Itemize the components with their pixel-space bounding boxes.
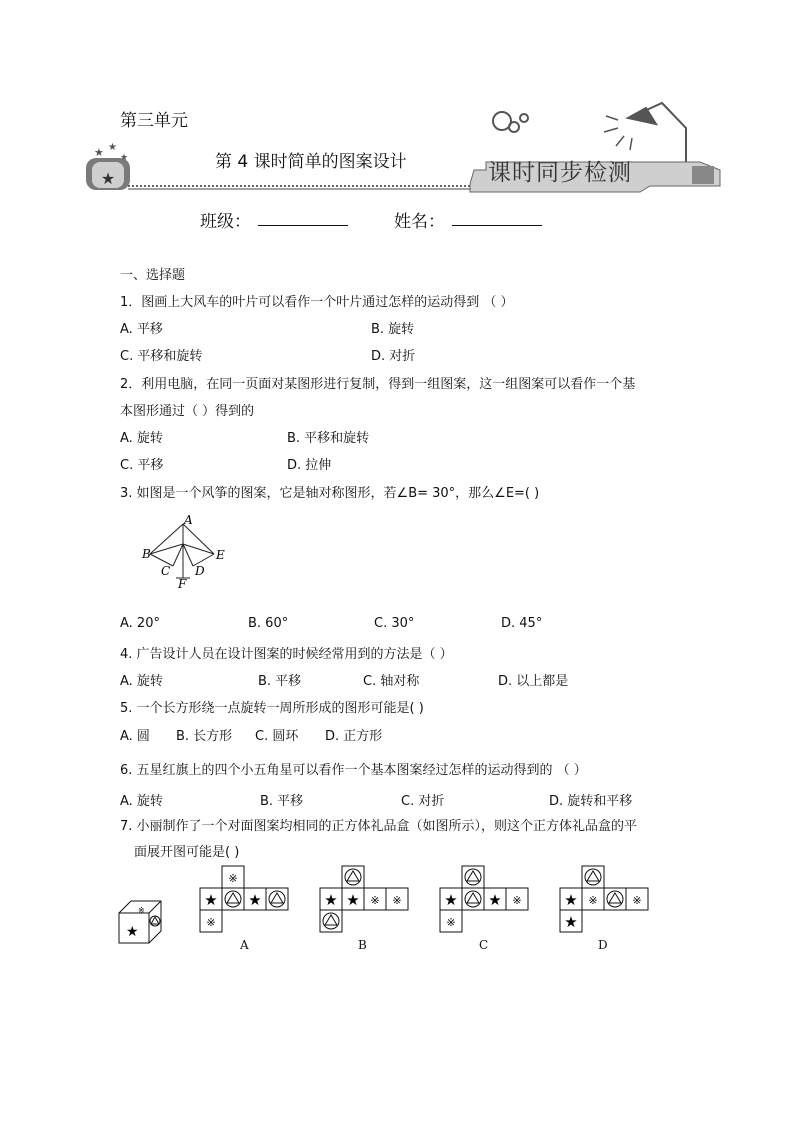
net-option-c[interactable] [438,864,548,934]
q3-option-c[interactable]: C. 30° [374,616,415,631]
net-d-star-2: ★ [564,913,578,931]
q1-option-b[interactable]: B. 旋转 [371,322,415,337]
q1-option-a[interactable]: A. 平移 [120,322,163,337]
q3-option-a[interactable]: A. 20° [120,616,160,631]
star-emblem-icon [86,142,130,190]
q3-option-b[interactable]: B. 60° [248,616,289,631]
triangle-circle-icon [345,869,361,885]
svg-text:★: ★ [108,142,117,153]
q5-option-a[interactable]: A. 圆 [120,729,150,744]
net-option-b[interactable] [318,864,428,934]
q1-stem: 1．图画上大风车的叶片可以看作一个叶片通过怎样的运动得到 （ ） [120,295,514,310]
q4-option-a[interactable]: A. 旋转 [120,674,163,689]
triangle-circle-icon [465,891,481,907]
triangle-circle-icon [225,891,241,907]
name-field[interactable] [452,224,542,226]
q2-option-a[interactable]: A. 旋转 [120,431,163,446]
net-a-star-2: ★ [248,891,262,909]
kite-figure [138,514,248,594]
net-option-a[interactable] [198,864,308,934]
q6-option-c[interactable]: C. 对折 [401,794,445,809]
unit-title: 第三单元 [120,111,188,131]
kite-label-e: E [216,548,225,562]
svg-text:★: ★ [100,169,116,188]
net-label-a: A [240,938,249,952]
q4-option-d[interactable]: D. 以上都是 [498,674,569,689]
kite-label-d: D [195,564,205,578]
triangle-circle-icon [607,891,623,907]
kite-label-a: A [184,513,193,527]
q4-option-c[interactable]: C. 轴对称 [363,674,420,689]
net-c-star-2: ★ [488,891,502,909]
triangle-circle-icon [585,869,601,885]
q4-option-b[interactable]: B. 平移 [258,674,302,689]
net-label-b: B [358,938,367,952]
q2-stem-line2: 本图形通过（ ）得到的 [120,404,255,419]
svg-text:★: ★ [94,146,104,159]
gift-cube-figure [118,900,168,950]
triangle-circle-icon [269,891,285,907]
lesson-title: 第 4 课时简单的图案设计 [215,152,407,172]
net-d-star-1: ★ [564,891,578,909]
q2-option-b[interactable]: B. 平移和旋转 [287,431,370,446]
net-b-star-1: ★ [324,891,338,909]
net-option-d[interactable] [558,864,668,934]
q1-option-d[interactable]: D. 对折 [371,349,416,364]
q5-option-d[interactable]: D. 正方形 [325,729,383,744]
q7-stem-line1: 7. 小丽制作了一个对面图案均相同的正方体礼品盒（如图所示），则这个正方体礼品盒的平 [120,819,638,834]
q6-option-d[interactable]: D. 旋转和平移 [549,794,633,809]
cube-front-star: ★ [126,924,139,940]
cube-top-mark: ※ [138,906,145,915]
net-d-mark-1: ※ [588,894,598,907]
net-b-mark-1: ※ [370,894,380,907]
net-c-star-1: ★ [444,891,458,909]
name-label: 姓名： [394,212,445,232]
q6-stem: 6. 五星红旗上的四个小五角星可以看作一个基本图案经过怎样的运动得到的 （ ） [120,763,587,778]
q1-option-c[interactable]: C. 平移和旋转 [120,349,203,364]
cube-side-triangle-icon [150,916,160,926]
q3-option-d[interactable]: D. 45° [501,616,543,631]
section-title: 一、选择题 [120,268,186,283]
q2-option-d[interactable]: D. 拉伸 [287,458,332,473]
class-label: 班级： [200,212,251,232]
net-c-mark-2: ※ [446,916,456,929]
q2-option-c[interactable]: C. 平移 [120,458,164,473]
brand-title: 课时同步检测 [488,160,632,186]
net-d-mark-2: ※ [632,894,642,907]
q2-stem-line1: 2．利用电脑，在同一页面对某图形进行复制，得到一组图案，这一组图案可以看作一个基 [120,377,636,392]
svg-text:★: ★ [120,153,129,163]
q5-stem: 5. 一个长方形绕一点旋转一周所形成的图形可能是( ) [120,701,424,716]
net-b-star-2: ★ [346,891,360,909]
class-field[interactable] [258,224,348,226]
kite-label-c: C [161,564,171,578]
q4-stem: 4. 广告设计人员在设计图案的时候经常用到的方法是（ ） [120,647,453,662]
q3-stem: 3. 如图是一个风筝的图案，它是轴对称图形，若∠B= 30°，那么∠E=( ) [120,486,540,501]
net-label-d: D [598,938,608,952]
triangle-circle-icon [323,913,339,929]
q5-option-b[interactable]: B. 长方形 [176,729,233,744]
kite-label-f: F [178,577,187,591]
q6-option-a[interactable]: A. 旋转 [120,794,163,809]
q5-option-c[interactable]: C. 圆环 [255,729,299,744]
net-b-mark-2: ※ [392,894,402,907]
kite-label-b: B [142,547,151,561]
net-c-mark-1: ※ [512,894,522,907]
q7-stem-line2: 面展开图可能是( ) [134,845,240,860]
net-a-star-1: ★ [204,891,218,909]
net-a-mark-2: ※ [206,916,216,929]
net-label-c: C [479,938,489,952]
triangle-circle-icon [465,869,481,885]
q6-option-b[interactable]: B. 平移 [260,794,304,809]
net-a-mark-1: ※ [228,872,238,885]
